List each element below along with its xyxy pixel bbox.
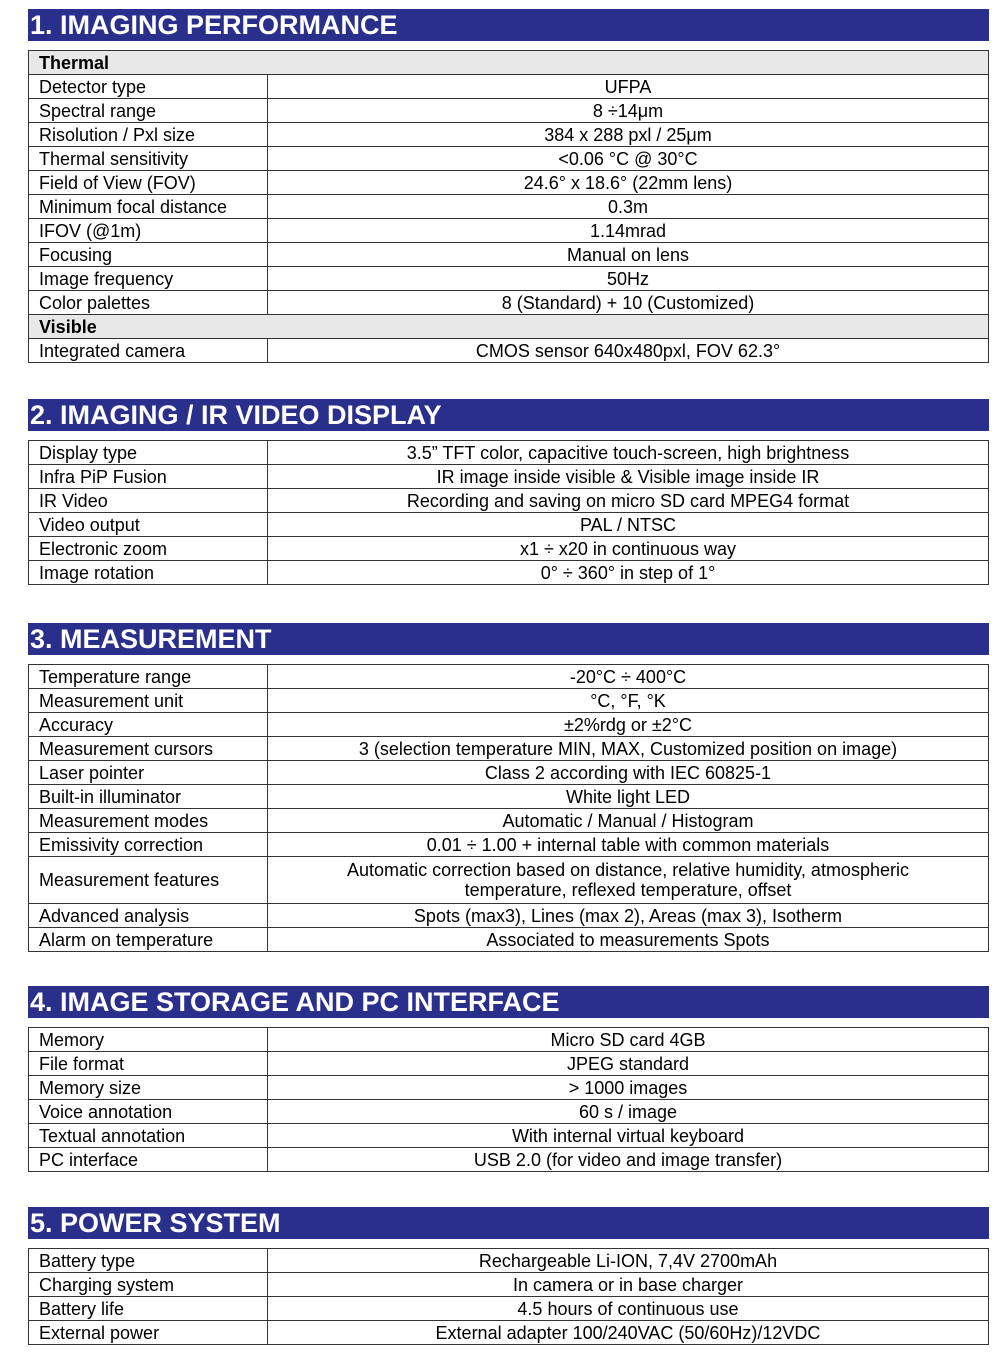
- spec-value: Recording and saving on micro SD card MPEG4 format: [268, 489, 989, 513]
- spec-value: 8 (Standard) + 10 (Customized): [268, 291, 989, 315]
- spec-label: IR Video: [29, 489, 268, 513]
- spec-value: 50Hz: [268, 267, 989, 291]
- spec-row: [29, 928, 989, 952]
- spec-row: [29, 1076, 989, 1100]
- spec-row: [29, 904, 989, 928]
- spec-value-line: temperature, reflexed temperature, offset: [464, 880, 792, 900]
- spec-row: [29, 243, 989, 267]
- spec-label: Memory size: [29, 1076, 268, 1100]
- spec-label: Thermal sensitivity: [29, 147, 268, 171]
- spec-label: Field of View (FOV): [29, 171, 268, 195]
- spec-row: [29, 1249, 989, 1273]
- spec-row: [29, 489, 989, 513]
- section-imaging-performance: [28, 9, 989, 363]
- spec-row: [29, 291, 989, 315]
- spec-row: [29, 267, 989, 291]
- spec-row: [29, 665, 989, 689]
- spec-label: Measurement modes: [29, 809, 268, 833]
- spec-value: Micro SD card 4GB: [268, 1028, 989, 1052]
- spec-label: Battery life: [29, 1297, 268, 1321]
- spec-label: Accuracy: [29, 713, 268, 737]
- spec-label: Detector type: [29, 75, 268, 99]
- spec-value: Automatic / Manual / Histogram: [268, 809, 989, 833]
- spec-row: [29, 147, 989, 171]
- spec-label: Display type: [29, 441, 268, 465]
- section-title: 5. POWER SYSTEM: [28, 1207, 989, 1239]
- spec-value: Class 2 according with IEC 60825-1: [268, 761, 989, 785]
- spec-label: Minimum focal distance: [29, 195, 268, 219]
- group-row: [29, 315, 989, 339]
- spec-label: Laser pointer: [29, 761, 268, 785]
- spec-value: 0° ÷ 360° in step of 1°: [268, 561, 989, 585]
- spec-label: Memory: [29, 1028, 268, 1052]
- spec-row: [29, 1052, 989, 1076]
- spec-label: Focusing: [29, 243, 268, 267]
- spec-value: x1 ÷ x20 in continuous way: [268, 537, 989, 561]
- group-label: Visible: [29, 315, 989, 339]
- spec-row: [29, 737, 989, 761]
- spec-row: [29, 1148, 989, 1172]
- spec-value: 3 (selection temperature MIN, MAX, Customized position on image): [268, 737, 989, 761]
- spec-value-line: Automatic correction based on distance, relative humidity, atmospheric: [347, 860, 909, 880]
- spec-value: 384 x 288 pxl / 25μm: [268, 123, 989, 147]
- spec-value: UFPA: [268, 75, 989, 99]
- spec-row: [29, 75, 989, 99]
- spec-label: Charging system: [29, 1273, 268, 1297]
- spec-value: White light LED: [268, 785, 989, 809]
- spec-row: [29, 171, 989, 195]
- group-row: [29, 51, 989, 75]
- spec-label: Spectral range: [29, 99, 268, 123]
- spec-value: Manual on lens: [268, 243, 989, 267]
- spec-label: Built-in illuminator: [29, 785, 268, 809]
- spec-row: [29, 1124, 989, 1148]
- spec-label: Color palettes: [29, 291, 268, 315]
- spec-label: Image frequency: [29, 267, 268, 291]
- spec-label: IFOV (@1m): [29, 219, 268, 243]
- spec-value: 24.6° x 18.6° (22mm lens): [268, 171, 989, 195]
- spec-label: Measurement unit: [29, 689, 268, 713]
- spec-label: Image rotation: [29, 561, 268, 585]
- spec-row: [29, 857, 989, 904]
- spec-value: ±2%rdg or ±2°C: [268, 713, 989, 737]
- spec-value: [268, 857, 989, 904]
- spec-value: 60 s / image: [268, 1100, 989, 1124]
- spec-value: 4.5 hours of continuous use: [268, 1297, 989, 1321]
- spec-label: Risolution / Pxl size: [29, 123, 268, 147]
- spec-row: [29, 339, 989, 363]
- spec-label: PC interface: [29, 1148, 268, 1172]
- spec-row: [29, 219, 989, 243]
- spec-value: CMOS sensor 640x480pxl, FOV 62.3°: [268, 339, 989, 363]
- spec-label: Integrated camera: [29, 339, 268, 363]
- spec-value: <0.06 °C @ 30°C: [268, 147, 989, 171]
- spec-row: [29, 123, 989, 147]
- section-image-storage-pc-interface: [28, 986, 989, 1172]
- spec-label: Textual annotation: [29, 1124, 268, 1148]
- spec-value: 0.01 ÷ 1.00 + internal table with common materials: [268, 833, 989, 857]
- spec-row: [29, 561, 989, 585]
- spec-row: [29, 689, 989, 713]
- spec-label: Measurement features: [29, 857, 268, 904]
- spec-label: Infra PiP Fusion: [29, 465, 268, 489]
- spec-table: [28, 440, 989, 585]
- spec-row: [29, 1028, 989, 1052]
- spec-value: In camera or in base charger: [268, 1273, 989, 1297]
- spec-row: [29, 1321, 989, 1345]
- spec-value: PAL / NTSC: [268, 513, 989, 537]
- spec-value: 8 ÷14μm: [268, 99, 989, 123]
- spec-row: [29, 513, 989, 537]
- spec-label: Measurement cursors: [29, 737, 268, 761]
- spec-row: [29, 1297, 989, 1321]
- spec-row: [29, 785, 989, 809]
- spec-row: [29, 537, 989, 561]
- spec-label: Electronic zoom: [29, 537, 268, 561]
- spec-value: Spots (max3), Lines (max 2), Areas (max 3), Isotherm: [268, 904, 989, 928]
- spec-row: [29, 761, 989, 785]
- spec-value: > 1000 images: [268, 1076, 989, 1100]
- spec-value: External adapter 100/240VAC (50/60Hz)/12VDC: [268, 1321, 989, 1345]
- spec-table: [28, 50, 989, 363]
- spec-value: 0.3m: [268, 195, 989, 219]
- section-measurement: [28, 623, 989, 952]
- spec-label: Voice annotation: [29, 1100, 268, 1124]
- section-title: 4. IMAGE STORAGE AND PC INTERFACE: [28, 986, 989, 1018]
- spec-row: [29, 809, 989, 833]
- spec-label: File format: [29, 1052, 268, 1076]
- spec-value: °C, °F, °K: [268, 689, 989, 713]
- spec-value: USB 2.0 (for video and image transfer): [268, 1148, 989, 1172]
- spec-value: IR image inside visible & Visible image inside IR: [268, 465, 989, 489]
- spec-row: [29, 833, 989, 857]
- spec-label: Advanced analysis: [29, 904, 268, 928]
- group-label: Thermal: [29, 51, 989, 75]
- spec-label: Alarm on temperature: [29, 928, 268, 952]
- section-title: 3. MEASUREMENT: [28, 623, 989, 655]
- section-title: 2. IMAGING / IR VIDEO DISPLAY: [28, 399, 989, 431]
- spec-value: JPEG standard: [268, 1052, 989, 1076]
- spec-row: [29, 1100, 989, 1124]
- spec-value: 1.14mrad: [268, 219, 989, 243]
- spec-row: [29, 713, 989, 737]
- spec-table: [28, 1248, 989, 1345]
- section-power-system: [28, 1207, 989, 1345]
- spec-table: [28, 664, 989, 952]
- spec-table: [28, 1027, 989, 1172]
- spec-label: Emissivity correction: [29, 833, 268, 857]
- spec-row: [29, 99, 989, 123]
- spec-row: [29, 1273, 989, 1297]
- section-imaging-video-display: [28, 399, 989, 585]
- spec-label: Battery type: [29, 1249, 268, 1273]
- spec-label: External power: [29, 1321, 268, 1345]
- spec-row: [29, 465, 989, 489]
- spec-row: [29, 195, 989, 219]
- spec-value: 3.5” TFT color, capacitive touch-screen, high brightness: [268, 441, 989, 465]
- spec-row: [29, 441, 989, 465]
- spec-label: Temperature range: [29, 665, 268, 689]
- spec-value: Rechargeable Li-ION, 7,4V 2700mAh: [268, 1249, 989, 1273]
- spec-value: Associated to measurements Spots: [268, 928, 989, 952]
- spec-value: -20°C ÷ 400°C: [268, 665, 989, 689]
- spec-value: With internal virtual keyboard: [268, 1124, 989, 1148]
- spec-label: Video output: [29, 513, 268, 537]
- section-title: 1. IMAGING PERFORMANCE: [28, 9, 989, 41]
